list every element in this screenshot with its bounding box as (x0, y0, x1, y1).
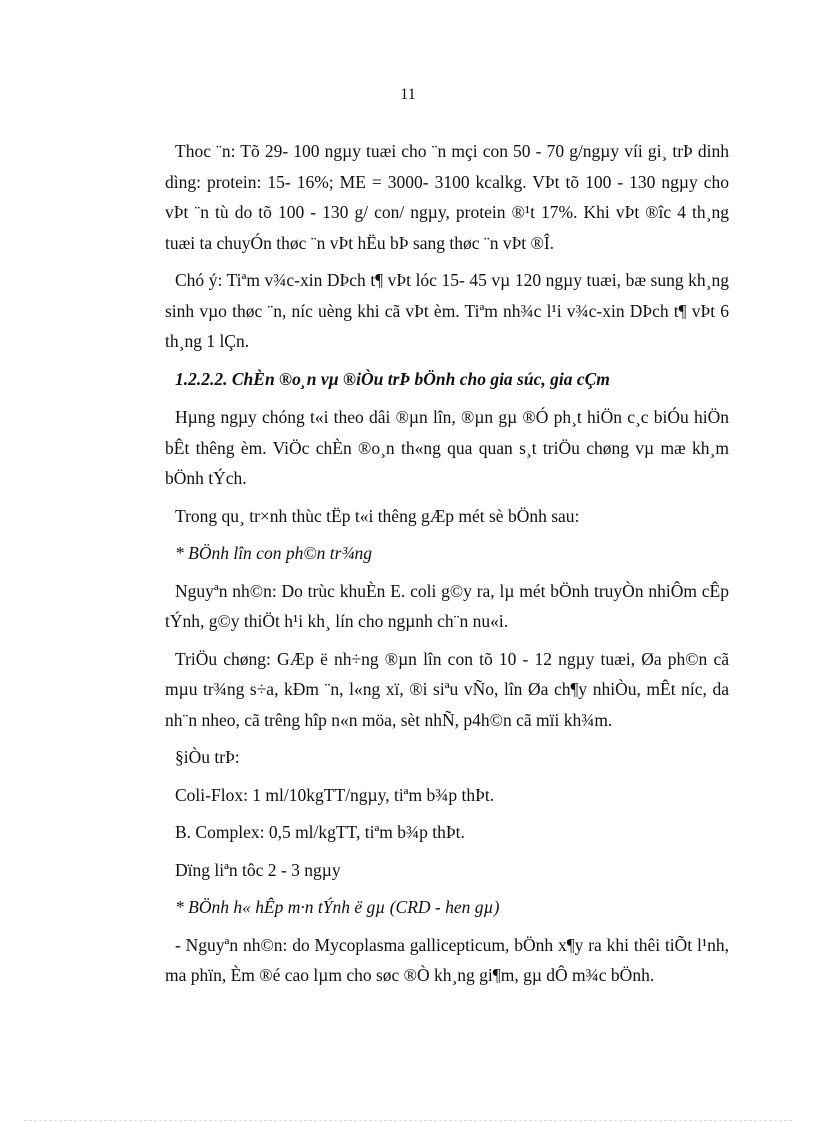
paragraph-treatment-1: Coli-Flox: 1 ml/10kgTT/ngµy, tiªm b¾p thÞt. (175, 784, 495, 805)
disease-title-1: * BÖnh lîn con ph©n tr¾ng (175, 543, 373, 563)
paragraph-cause-1: Nguyªn nh©n: Do trùc khuÈn E. coli g©y ra, lµ mét bÖnh truyÒn nhiÔm cÊp tÝnh, g©y thiÖt h¹i kh¸ lín cho ngµnh ch¨n nu«i. (165, 580, 729, 631)
page-bottom-divider (24, 1120, 792, 1121)
document-body (165, 136, 729, 998)
page-number: 11 (400, 86, 416, 103)
paragraph-treatment-3: Dïng liªn tôc 2 - 3 ngµy (175, 859, 341, 880)
paragraph-treatment-2: B. Complex: 0,5 ml/kgTT, tiªm b¾p thÞt. (175, 822, 465, 842)
paragraph-monitoring: Hµng ngµy chóng t«i theo dâi ®µn lîn, ®µn gµ ®Ó ph¸t hiÖn c¸c biÓu hiÖn bÊt thêng èm. ViÖc chÈn ®o¸n th«ng qua quan s¸t triÖu chøng vµ mæ kh¸m bÖnh tÝch. (165, 407, 729, 488)
paragraph-cause-2: - Nguyªn nh©n: do Mycoplasma gallicepticum, bÖnh x¶y ra khi thêi tiÕt l¹nh, ma phïn, Èm ®é cao lµm cho søc ®Ò kh¸ng gi¶m, gµ dÔ m¾c bÖnh. (165, 934, 729, 985)
paragraph-feed: Thoc ¨n: Tõ 29- 100 ngµy tuæi cho ¨n mçi con 50 - 70 g/ngµy víi gi¸ trÞ dinh dìng: protein: 15- 16%; ME = 3000- 3100 kcalkg. VÞt tõ 100 - 130 ngµy cho vÞt ¨n tù do tõ 100 - 130 g/ con/ ngµy, protein ®¹t 17%. Khi vÞt ®îc 4 th¸ng tuæi ta chuyÓn thøc ¨n vÞt hËu bÞ sang thøc ¨n vÞt ®Î. (165, 141, 729, 253)
paragraph-symptoms-1: TriÖu chøng: GÆp ë nh÷ng ®µn lîn con tõ 10 - 12 ngµy tuæi, Øa ph©n cã mµu tr¾ng s÷a, kÐm ¨n, l«ng xï, ®i siªu vÑo, lîn Øa ch¶y nhiÒu, mÊt níc, da nh¨n nheo, cã trêng hîp n«n möa, sèt nhÑ, p4h©n cã mïi kh¾m. (165, 648, 729, 730)
paragraph-treatment-label: §iÒu trÞ: (175, 747, 240, 767)
paragraph-note: Chó ý: Tiªm v¾c-xin DÞch t¶ vÞt lóc 15- 45 vµ 120 ngµy tuæi, bæ sung kh¸ng sinh vµo thøc ¨n, níc uèng khi cã vÞt èm. Tiªm nh¾c l¹i v¾c-xin DÞch t¶ vÞt 6 th¸ng 1 lÇn. (165, 270, 729, 351)
paragraph-intro: Trong qu¸ tr×nh thùc tËp t«i thêng gÆp mét sè bÖnh sau: (175, 505, 580, 526)
disease-title-2: * BÖnh h« hÊp m·n tÝnh ë gµ (CRD - hen gµ) (175, 897, 500, 917)
section-heading: 1.2.2.2. ChÈn ®o¸n vµ ®iÒu trÞ bÖnh cho gia súc, gia cÇm (175, 368, 610, 389)
